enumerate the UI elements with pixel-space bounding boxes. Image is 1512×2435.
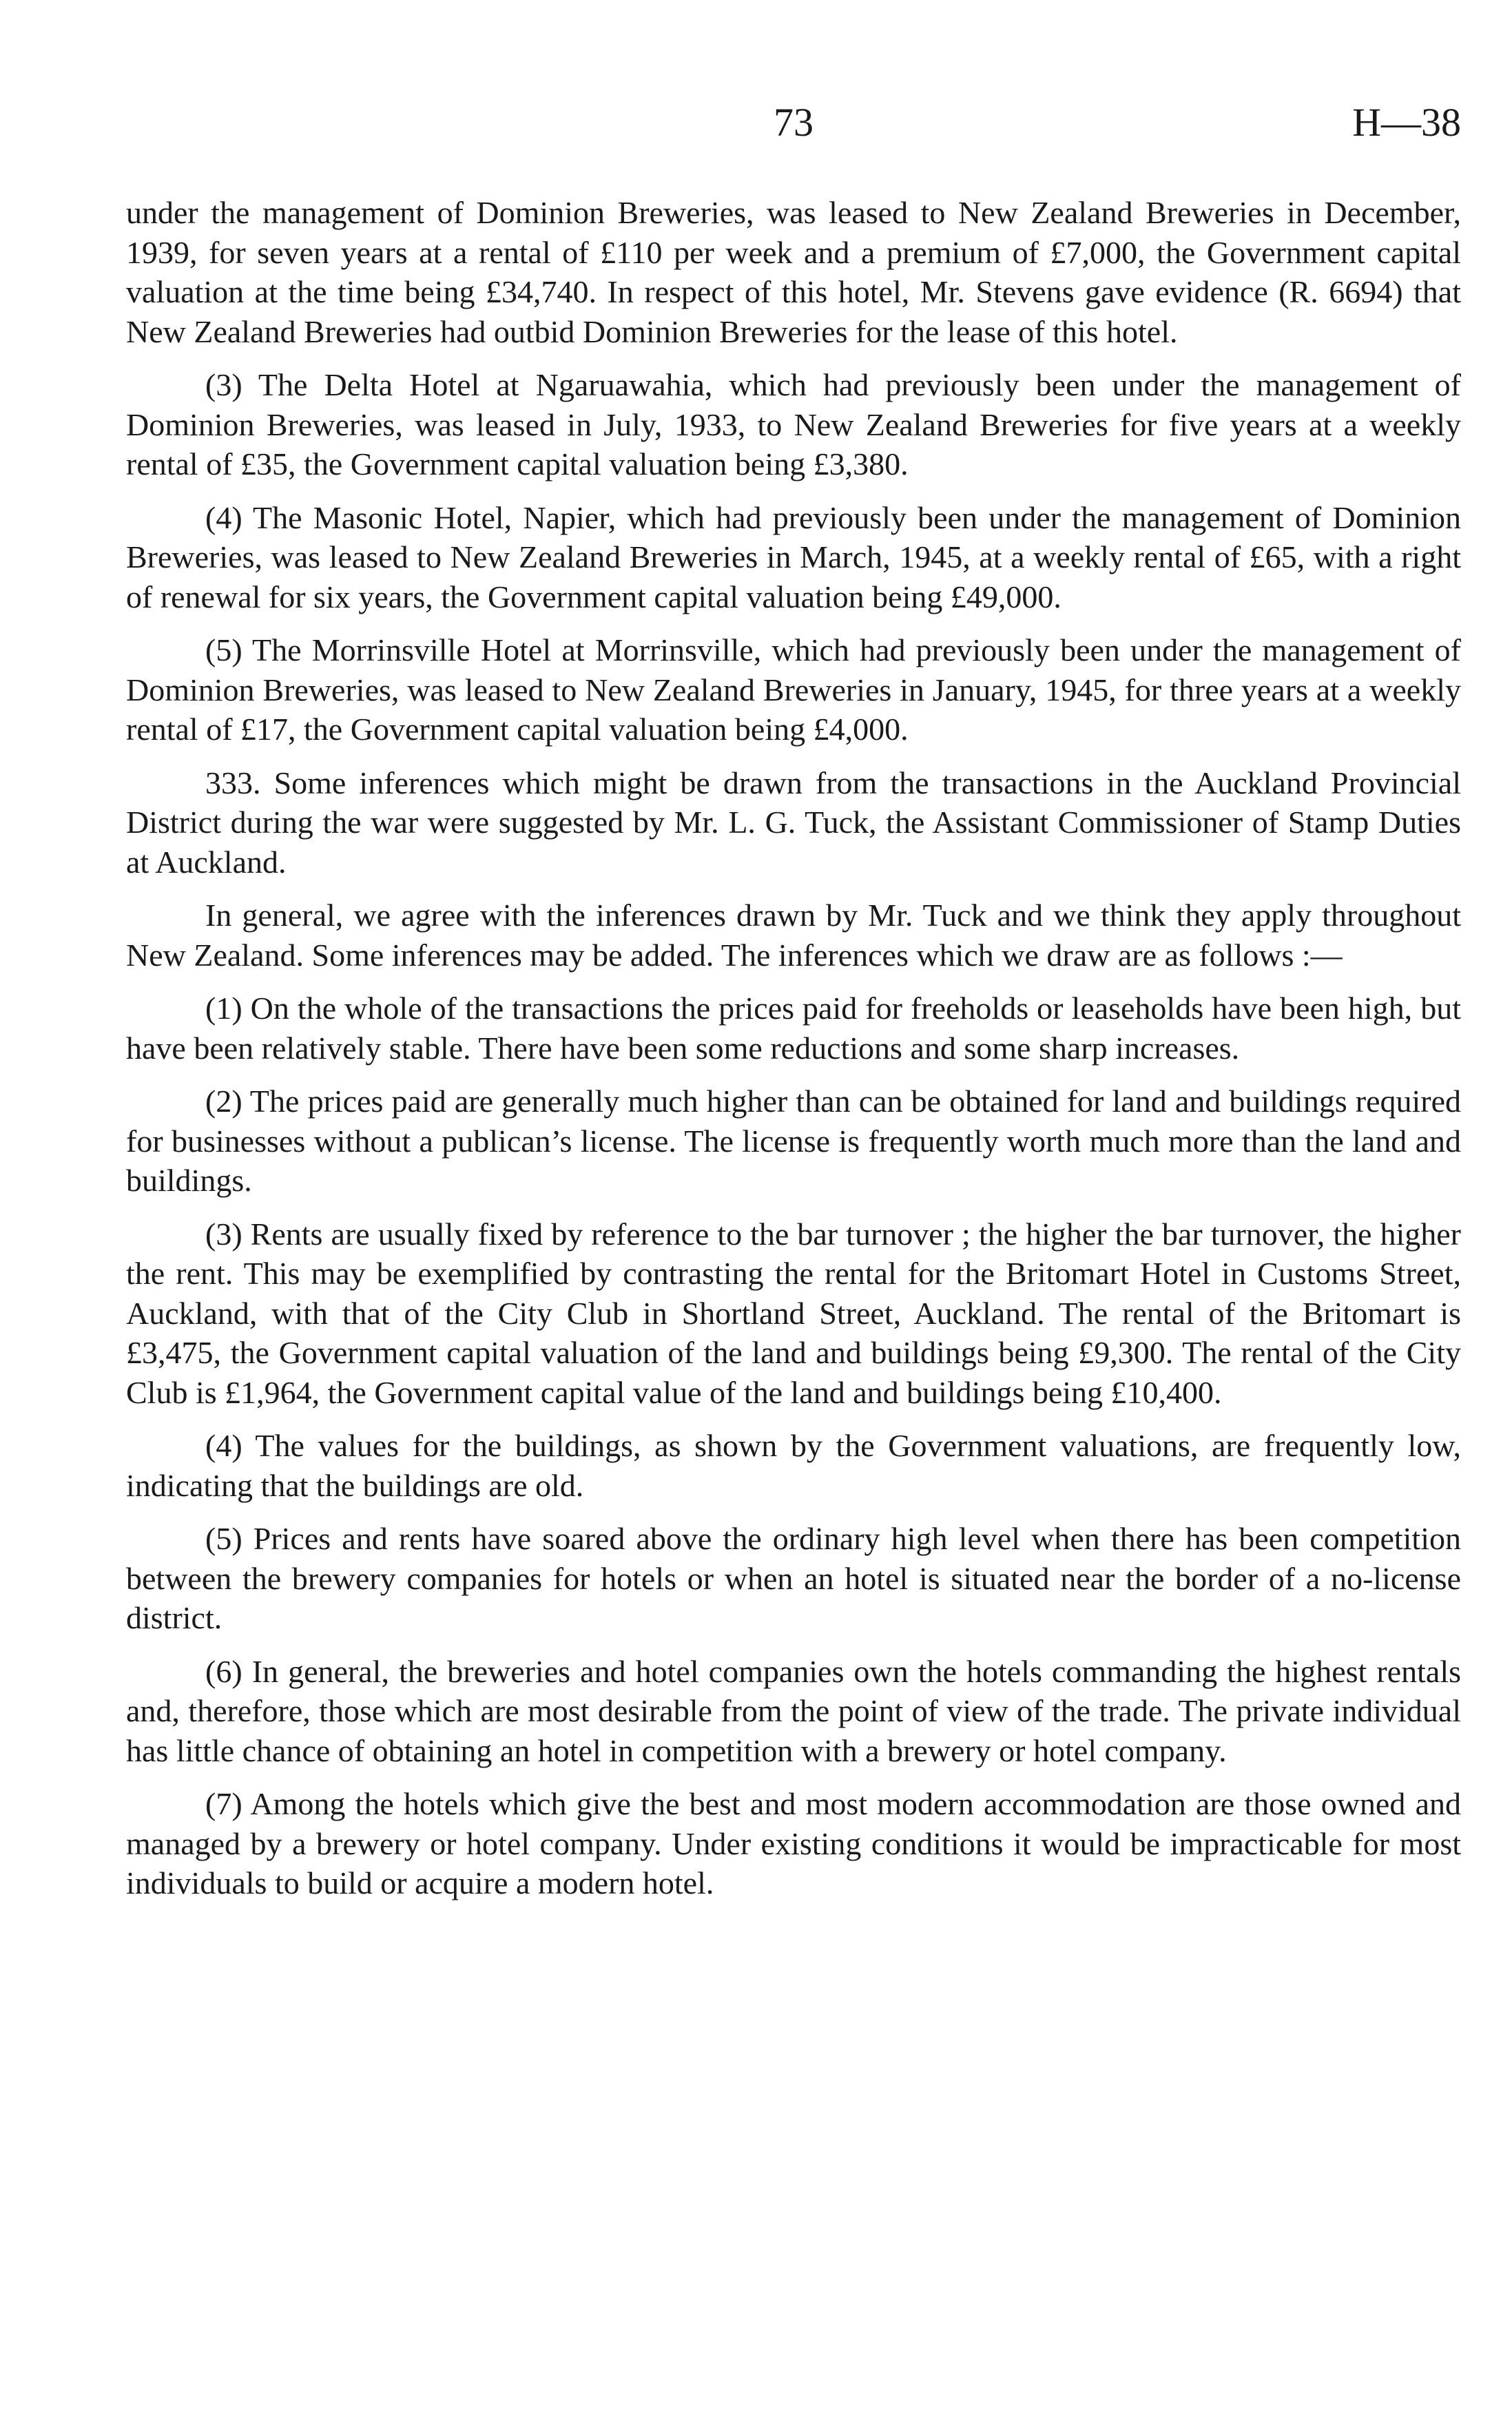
paragraph-delta-hotel: (3) The Delta Hotel at Ngaruawahia, which had previously been under the management of Dominion Breweries, was leased in July, 1933, to New Zealand Breweries for five years at a weekly rental of £35, the Government capital valuation being £3,380.	[126, 367, 1461, 481]
inference-3: (3) Rents are usually fixed by reference to the bar turnover ; the higher the bar turnover, the higher the rent. This may be exemplified by contrasting the rental for the Britomart Hotel in Customs Street, Auckland, with that of the City Club in Shortland Street, Auckland. The rental of the Britomart is £3,475, the Government capital valuation of the land and buildings being £9,300. The rental of the City Club is £1,964, the Government capital value of the land and buildings being £10,400.	[126, 1216, 1461, 1410]
inference-4: (4) The values for the buildings, as shown by the Government valuations, are frequently low, indicating that the buildings are old.	[126, 1428, 1461, 1503]
body-text	[126, 193, 1461, 1917]
paragraph-morrinsville-hotel: (5) The Morrinsville Hotel at Morrinsville, which had previously been under the management of Dominion Breweries, was leased to New Zealand Breweries in January, 1945, for three years at a weekly rental of £17, the Government capital valuation being £4,000.	[126, 632, 1461, 747]
document-reference: H—38	[1352, 100, 1461, 145]
inference-6: (6) In general, the breweries and hotel companies own the hotels commanding the highest rentals and, therefore, those which are most desirable from the point of view of the trade. The private individual has little chance of obtaining an hotel in competition with a brewery or hotel company.	[126, 1653, 1461, 1768]
inference-1: (1) On the whole of the transactions the prices paid for freeholds or leaseholds have been high, but have been relatively stable. There have been some reductions and some sharp increases.	[126, 991, 1461, 1066]
paragraph-333: 333. Some inferences which might be drawn from the transactions in the Auckland Provincial District during the war were suggested by Mr. L. G. Tuck, the Assistant Commissioner of Stamp Duties at Auckland.	[126, 765, 1461, 880]
inference-2: (2) The prices paid are generally much higher than can be obtained for land and buildings required for businesses without a publican’s license. The license is frequently worth much more than the land and buildings.	[126, 1084, 1461, 1198]
paragraph-general-agreement: In general, we agree with the inferences drawn by Mr. Tuck and we think they apply throughout New Zealand. Some inferences may be added. The inferences which we draw are as follows :—	[126, 898, 1461, 973]
paragraph-masonic-hotel: (4) The Masonic Hotel, Napier, which had previously been under the management of Dominion Breweries, was leased to New Zealand Breweries in March, 1945, at a weekly rental of £65, with a right of renewal for six years, the Government capital valuation being £49,000.	[126, 499, 1461, 614]
paragraph-continuation: under the management of Dominion Breweries, was leased to New Zealand Breweries in December, 1939, for seven years at a rental of £110 per week and a premium of £7,000, the Government capital valuation at the time being £34,740. In respect of this hotel, Mr. Stevens gave evidence (R. 6694) that New Zealand Breweries had outbid Dominion Breweries for the lease of this hotel.	[126, 195, 1461, 349]
inference-7: (7) Among the hotels which give the best and most modern accommodation are those owned and managed by a brewery or hotel company. Under existing conditions it would be impracticable for most individuals to build or acquire a modern hotel.	[126, 1786, 1461, 1900]
page-header	[126, 95, 1461, 150]
inference-5: (5) Prices and rents have soared above the ordinary high level when there has been competition between the brewery companies for hotels or when an hotel is situated near the border of a no-license district.	[126, 1521, 1461, 1635]
page-number: 73	[774, 100, 814, 145]
